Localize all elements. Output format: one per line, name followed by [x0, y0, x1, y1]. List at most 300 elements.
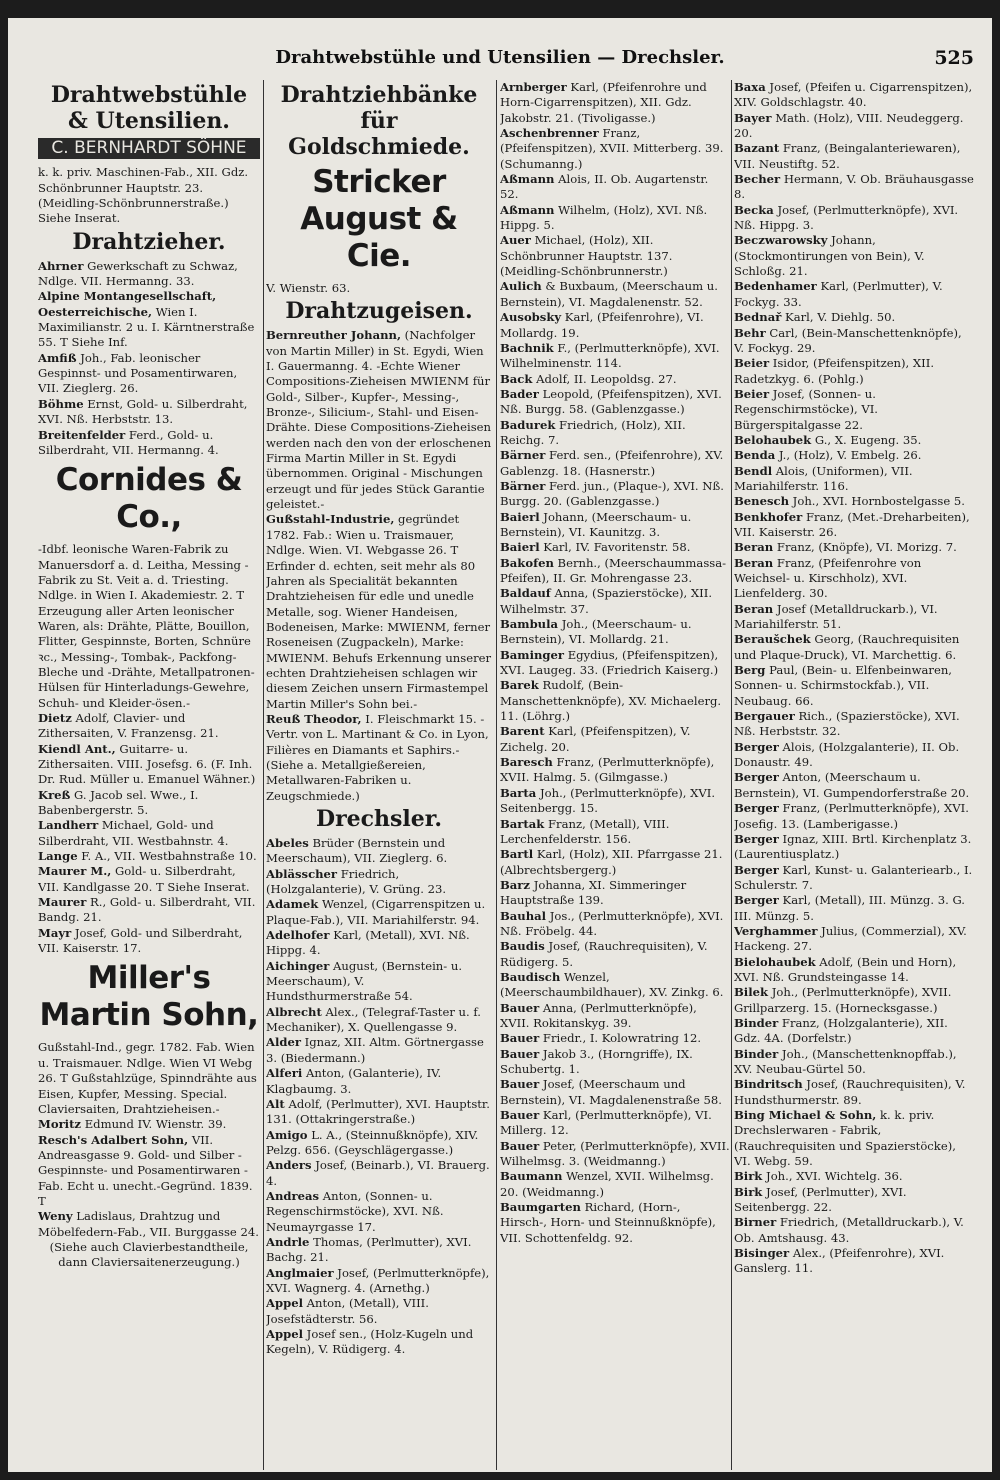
entry-name: Baumann [500, 1169, 563, 1184]
entry-details: Josef, (Rauchrequisiten), V. Rüdigerg. 5. [500, 939, 708, 969]
entry-name: Amfiß [38, 350, 77, 365]
directory-entry [266, 867, 492, 898]
entry-details: Joh., (Perlmutterknöpfe), XVI. Seitenbergg. 15. [500, 785, 716, 816]
entry-details: Egydius, (Pfeifenspitzen), XVI. Laugeg. 33. (Friedrich Kaiserg.) [500, 647, 719, 678]
entry-name: Bakofen [500, 555, 554, 570]
entry-name: Barz [500, 877, 531, 892]
entry-text: -Idbf. leonische Waren-Fabrik zu Manuersdorf a. d. Leitha, Messing - Fabrik zu St. Veit a. d. Triesting. Ndlge. in Wien I. Akademiestr. 2. T Erzeugung aller Arten leonischer Waren, als: Drähte, Plätte, Bouillon, Flitter, Gespinnste, Borten, Schnüre ꝛc., Messing-, Tombak-, Packfong-Bleche und -Drähte, Metallpatronen-Hülsen für Hinterladungs-Gewehre, Schuh- und Kleider-ösen.- [38, 542, 255, 710]
entry-name: Barek [500, 678, 539, 693]
entry-details: Josef, Gold- und Silberdraht, VII. Kaiserstr. 17. [38, 925, 243, 956]
entry-details: Friedr., I. Kolowratring 12. [539, 1031, 702, 1046]
directory-entry [734, 1169, 974, 1184]
entry-name: Becka [734, 202, 774, 217]
entry-details: Georg, (Rauchrequisiten und Plaque-Druck), VI. Marchettig. 6. [734, 632, 960, 662]
entry-name: Belohaubek [734, 432, 812, 447]
entry-details: Wenzel, (Cigarrenspitzen u. Plaque-Fab.), VII. Mariahilferstr. 94. [266, 897, 486, 927]
entry-details: Julius, (Commerzial), XV. Hackeng. 27. [734, 923, 967, 954]
directory-entry [734, 602, 974, 633]
entry-name: Reuß Theodor, [266, 711, 362, 726]
directory-entry [266, 836, 492, 867]
entry-name: Berger [734, 893, 779, 908]
directory-entry [266, 959, 492, 1005]
directory-entry [38, 428, 260, 459]
directory-entry [500, 786, 730, 817]
directory-entry [500, 479, 730, 510]
entry-details: k. k. priv. Drechslerwaren - Fabrik, (Rauchrequisiten und Spazierstöcke), VI. Webg. 59. [734, 1108, 956, 1169]
entry-name: Maurer [38, 895, 87, 910]
entry-name: Bauer [500, 1000, 540, 1015]
section-heading: Drahtzugeisen. [285, 298, 473, 325]
entry-name: Beran [734, 601, 774, 616]
directory-entry [500, 279, 730, 310]
directory-entry [38, 788, 260, 819]
entry-name: Alt [266, 1096, 285, 1111]
entry-name: Bendl [734, 463, 773, 478]
entry-details: Ferd., Gold- u. Silberdraht, VII. Hermanng. 4. [38, 427, 219, 457]
entry-details: R., Gold- u. Silberdraht, VII. Bandg. 21. [38, 895, 256, 925]
entry-name: Mayr [38, 925, 72, 940]
column-divider [263, 80, 264, 1470]
entry-details: Josef, (Perlmutterknöpfe), XVI. Wagnerg. 4. (Arnethg.) [266, 1265, 490, 1295]
entry-details: Josef sen., (Holz-Kugeln und Kegeln), V. Rüdigerg. 4. [266, 1327, 474, 1357]
directory-entry [734, 709, 974, 740]
entry-details: Peter, (Perlmutterknöpfe), XVII. Wilhelmsg. 3. (Weidmanng.) [500, 1138, 730, 1169]
entry-name: Benda [734, 448, 776, 463]
entry-details: Adolf, Clavier- und Zithersaiten, V. Franzensg. 21. [38, 710, 219, 741]
advertiser-banner: C. BERNHARDT SÖHNE [38, 138, 260, 159]
entry-name: Aschenbrenner [500, 126, 599, 141]
directory-entry [500, 1200, 730, 1246]
entry-details: Edmund IV. Wienstr. 39. [81, 1117, 227, 1132]
directory-entry [38, 397, 260, 428]
directory-entry [734, 279, 974, 310]
directory-entry [38, 926, 260, 957]
entry-name: Bärner [500, 448, 546, 463]
entry-details: Alois, (Uniformen), VII. Mariahilferstr. 116. [734, 463, 913, 493]
directory-entry [38, 1133, 260, 1210]
directory-entry [734, 510, 974, 541]
entry-details: Jos., (Perlmutterknöpfe), XVI. Nß. Fröbelg. 44. [500, 908, 724, 938]
entry-name: Alder [266, 1035, 301, 1050]
entry-details: Karl, V. Diehlg. 50. [781, 310, 896, 325]
directory-page [8, 18, 992, 1472]
directory-entry [38, 818, 260, 849]
entry-name: Badurek [500, 417, 556, 432]
entry-name: Baierl [500, 540, 540, 555]
directory-entry [266, 1005, 492, 1036]
entry-name: Becher [734, 172, 781, 187]
entry-details: Carl, (Bein-Manschettenknöpfe), V. Fockyg. 29. [734, 325, 962, 355]
entry-details: Ladislaus, Drahtzug und Möbelfedern-Fab., VII. Burggasse 24. [38, 1209, 259, 1239]
entry-details: Anton, (Metall), VIII. Josefstädterstr. 56. [266, 1296, 429, 1326]
directory-entry [734, 172, 974, 203]
directory-entry [266, 1066, 492, 1097]
entry-details: Rich., (Spazierstöcke), XVI. Nß. Herbststr. 32. [734, 709, 960, 739]
entry-details: Ignaz, XIII. Brtl. Kirchenplatz 3. (Laurentiusplatz.) [734, 831, 972, 862]
directory-entry [500, 648, 730, 679]
entry-details: Franz, (Perlmutterknöpfe), XVI. Josefig. 13. (Lamberigasse.) [734, 801, 969, 831]
directory-entry [266, 1097, 492, 1128]
directory-entry [734, 985, 974, 1016]
directory-entry [500, 203, 730, 234]
directory-entry [500, 310, 730, 341]
entry-details: Anna, (Spazierstöcke), XII. Wilhelmstr. 37. [500, 586, 713, 616]
entry-details: Josef, (Rauchrequisiten), V. Hundsthurmerstr. 89. [734, 1077, 966, 1107]
entry-name: Barta [500, 785, 537, 800]
directory-entry [734, 326, 974, 357]
entry-name: Bauer [500, 1077, 540, 1092]
entry-text: Gußstahl-Ind., gegr. 1782. Fab. Wien u. Traismauer. Ndlge. Wien VI Webg 26. T Gußstahlzüge, Spinndrähte aus Eisen, Kupfer, Messing. Special. Claviersaiten, Drahtzieheisen.- [38, 1040, 257, 1116]
directory-entry [500, 617, 730, 648]
directory-entry [266, 712, 492, 804]
entry-name: Alferi [266, 1066, 303, 1081]
entry-name: Bauer [500, 1046, 540, 1061]
directory-entry [266, 1296, 492, 1327]
directory-entry [734, 1246, 974, 1277]
entry-details: Ernst, Gold- u. Silberdraht, XVI. Nß. Herbststr. 13. [38, 396, 248, 427]
running-title: Drahtwebstühle und Utensilien — Drechsler. [275, 47, 725, 68]
directory-entry [500, 939, 730, 970]
entry-details: Johanna, XI. Simmeringer Hauptstraße 139. [500, 877, 687, 908]
directory-entry [266, 1266, 492, 1297]
entry-details: Ferd. sen., (Pfeifenrohre), XV. Gablenzg. 18. (Hasnerstr.) [500, 448, 724, 478]
directory-entry [734, 740, 974, 771]
directory-entry [500, 1077, 730, 1108]
entry-name: Albrecht [266, 1004, 322, 1019]
advertiser-name: Cornides & Co., [55, 462, 243, 536]
entry-details: & Buxbaum, (Meerschaum u. Bernstein), VI. Magdalenenstr. 52. [500, 279, 718, 309]
entry-text: V. Wienstr. 63. [266, 281, 351, 295]
section-heading: Drahtzieher. [72, 228, 226, 255]
entry-details: Adolf, (Perlmutter), XVI. Hauptstr. 131. (Ottakringerstraße.) [266, 1096, 490, 1127]
section-heading: Drechsler. [315, 806, 443, 832]
entry-name: Bedenhamer [734, 279, 817, 294]
directory-entry [734, 770, 974, 801]
entry-name: Bergauer [734, 709, 795, 724]
entry-name: Baudisch [500, 969, 561, 984]
entry-name: Bärner [500, 478, 546, 493]
entry-name: Beran [734, 540, 774, 555]
entry-name: Ablässcher [266, 866, 338, 881]
entry-name: Bilek [734, 985, 769, 1000]
entry-name: Aßmann [500, 202, 555, 217]
directory-entry [734, 955, 974, 986]
entry-name: Verghammer [734, 923, 818, 938]
directory-entry [266, 1235, 492, 1266]
entry-name: Beczwarowsky [734, 233, 828, 248]
entry-name: Bauhal [500, 908, 547, 923]
entry-details: Wilhelm, (Holz), XVI. Nß. Hippg. 5. [500, 202, 708, 233]
entry-name: Bader [500, 386, 539, 401]
entry-name: Kreß [38, 787, 71, 802]
entry-name: Berger [734, 739, 779, 754]
directory-entry [38, 1209, 260, 1240]
entry-details: Alois, (Holzgalanterie), II. Ob. Donaustr. 49. [734, 739, 960, 770]
entry-name: Baierl [500, 509, 540, 524]
directory-entry [500, 341, 730, 372]
entry-details: Johann, (Meerschaum- u. Bernstein), VI. Kaunitzg. 3. [500, 509, 692, 539]
entry-details: Josef, (Meerschaum und Bernstein), VI. Magdalenenstraße 58. [500, 1077, 722, 1107]
directory-entry [266, 512, 492, 711]
entry-details: Karl, (Perlmutterknöpfe), VI. Millerg. 12. [500, 1108, 712, 1138]
entry-name: Moritz [38, 1117, 82, 1132]
entry-details: Johann, (Stockmontirungen von Bein), V. Schloßg. 21. [734, 233, 925, 279]
entry-details: Paul, (Bein- u. Elfenbeinwaren, Sonnen- u. Schirmstockfab.), VII. Neubaug. 66. [734, 663, 952, 708]
entry-details: Franz, (Perlmutterknöpfe), XVII. Halmg. 5. (Gilmgasse.) [500, 755, 715, 785]
entry-name: Kiendl Ant., [38, 741, 116, 756]
directory-entry [38, 895, 260, 926]
section-heading: Drahtwebstühle & Utensilien. [50, 82, 248, 134]
entry-details: Josef, (Pfeifen u. Cigarrenspitzen), XIV. Goldschlagstr. 40. [734, 80, 973, 110]
entry-name: Berger [734, 801, 779, 816]
directory-entry [38, 351, 260, 397]
entry-name: Bayer [734, 110, 772, 125]
directory-entry [266, 1128, 492, 1159]
directory-entry [734, 111, 974, 142]
entry-details: G. Jacob sel. Wwe., I. Babenbergerstr. 5. [38, 787, 199, 818]
directory-entry [734, 494, 974, 509]
directory-entry [266, 1158, 492, 1189]
entry-name: Bielohaubek [734, 954, 816, 969]
entry-details: Karl, (Metall), XVI. Nß. Hippg. 4. [266, 928, 470, 958]
directory-entry [500, 586, 730, 617]
directory-entry [500, 1169, 730, 1200]
cross-reference-note: (Siehe auch Clavierbestandtheile, dann Claviersaitenerzeugung.) [49, 1239, 249, 1270]
entry-name: Berger [734, 770, 779, 785]
directory-entry [734, 863, 974, 894]
entry-name: Berger [734, 862, 779, 877]
directory-entry [734, 1215, 974, 1246]
entry-name: Aichinger [266, 958, 330, 973]
entry-details: Karl, (Perlmutter), V. Fockyg. 33. [734, 279, 943, 309]
entry-details: Thomas, (Perlmutter), XVI. Bachg. 21. [266, 1234, 472, 1265]
directory-entry [734, 203, 974, 234]
entry-name: Binder [734, 1015, 779, 1030]
entry-details: Anton, (Galanterie), IV. Klagbaumg. 3. [266, 1066, 442, 1096]
directory-entry [38, 259, 260, 290]
entry-details: Joh., (Meerschaum- u. Bernstein), VI. Mollardg. 21. [500, 617, 692, 647]
directory-entry [734, 80, 974, 111]
entry-details: August, (Bernstein- u. Meerschaum), V. Hundsthurmerstraße 54. [266, 958, 463, 1004]
directory-entry [500, 126, 730, 172]
entry-details: Karl, (Pfeifenspitzen), V. Zichelg. 20. [500, 724, 691, 754]
entry-name: Aulich [500, 279, 542, 294]
entry-details: (Nachfolger von Martin Miller) in St. Egydi, Wien I. Gauermanng. 4. -Echte Wiener Compositions-Zieheisen MWIENM für Gold-, Silber-, Kupfer-, Messing-, Bronze-, Silicium-, Stahl- und Eisen-Drähte. Diese Compositions-Zieheisen werden nach den von der erloschenen Firma Martin Miller in St. Egydi übernommen. Original - Mischungen erzeugt und für jedes Stück Garantie geleistet.- [266, 328, 492, 512]
directory-entry [38, 864, 260, 895]
entry-name: Lange [38, 849, 78, 864]
entry-details: Adolf, II. Leopoldsg. 27. [532, 371, 677, 386]
directory-entry [500, 1047, 730, 1078]
page-header [8, 43, 992, 77]
entry-details: Friedrich, (Holzgalanterie), V. Grüng. 23. [266, 866, 447, 897]
entry-name: Anglmaier [266, 1265, 334, 1280]
directory-entry [500, 1001, 730, 1032]
entry-name: Beier [734, 386, 770, 401]
entry-details: Anna, (Perlmutterknöpfe), XVII. Rokitanskyg. 39. [500, 1000, 697, 1030]
entry-name: Appel [266, 1296, 303, 1311]
entry-name: Bazant [734, 141, 780, 156]
entry-details: Alex., (Telegraf-Taster u. f. Mechaniker), X. Quellengasse 9. [266, 1004, 481, 1035]
directory-entry [734, 1077, 974, 1108]
entry-details: F. A., VII. Westbahnstraße 10. [77, 849, 257, 864]
entry-details: G., X. Eugeng. 35. [811, 432, 922, 447]
column-divider [496, 80, 497, 1470]
entry-details: Richard, (Horn-, Hirsch-, Horn- und Steinnußknöpfe), VII. Schottenfeldg. 92. [500, 1200, 716, 1245]
entry-details: Josef, (Perlmutterknöpfe), XVI. Nß. Hippg. 3. [734, 202, 959, 233]
entry-details: Josef, (Beinarb.), VI. Brauerg. 4. [266, 1158, 490, 1188]
entry-name: Adamek [266, 897, 319, 912]
entry-details: Anton, (Sonnen- u. Regenschirmstöcke), XVI. Nß. Neumayrgasse 17. [266, 1188, 444, 1234]
entry-name: Bauer [500, 1108, 540, 1123]
directory-entry [500, 448, 730, 479]
entry-name: Barent [500, 724, 545, 739]
directory-entry [734, 924, 974, 955]
entry-details: Ferd. jun., (Plaque-), XVI. Nß. Burgg. 20. (Gablenzgasse.) [500, 478, 724, 509]
directory-entry [734, 1047, 974, 1078]
entry-name: Amigo [266, 1127, 308, 1142]
entry-name: Birk [734, 1169, 763, 1184]
entry-details: J., (Holz), V. Embelg. 26. [775, 448, 922, 463]
entry-name: Andreas [266, 1188, 320, 1203]
directory-entry [734, 433, 974, 448]
entry-details: Franz, (Beingalanteriewaren), VII. Neustiftg. 52. [734, 141, 961, 171]
entry-name: Anders [266, 1158, 312, 1173]
entry-name: Beran [734, 555, 774, 570]
directory-entry [734, 310, 974, 325]
directory-entry [266, 897, 492, 928]
entry-details: Josef, (Perlmutter), XVI. Seitenbergg. 22. [734, 1184, 907, 1215]
directory-entry [500, 387, 730, 418]
directory-entry [38, 742, 260, 788]
directory-entry [500, 909, 730, 940]
advertiser-name: Stricker August & Cie. [300, 164, 458, 274]
directory-entry [500, 878, 730, 909]
entry-name: Bernreuther Johann, [266, 328, 401, 343]
entry-name: Baldauf [500, 586, 551, 601]
entry-details: Ignaz, XII. Altm. Görtnergasse 3. (Biedermann.) [266, 1035, 484, 1065]
entry-name: Bauer [500, 1031, 540, 1046]
entry-name: Back [500, 371, 533, 386]
entry-details: Gewerkschaft zu Schwaz, Ndlge. VII. Hermanng. 33. [38, 258, 238, 289]
directory-entry [266, 928, 492, 959]
directory-entry [500, 556, 730, 587]
entry-details: Karl, (Holz), XII. Pfarrgasse 21. (Albrechtsbergerg.) [500, 847, 723, 877]
entry-name: Breitenfelder [38, 427, 126, 442]
entry-details: Joh., (Manschettenknopffab.), XV. Neubau-Gürtel 50. [734, 1046, 957, 1076]
directory-entry [734, 356, 974, 387]
directory-entry [500, 540, 730, 555]
entry-details: Karl, (Metall), III. Münzg. 3. G. III. Münzg. 5. [734, 893, 965, 923]
entry-details: Isidor, (Pfeifenspitzen), XII. Radetzkyg. 6. (Pohlg.) [734, 356, 935, 386]
entry-name: Baumgarten [500, 1200, 581, 1215]
directory-entry [500, 1031, 730, 1046]
entry-details: Hermann, V. Ob. Bräuhausgasse 8. [734, 172, 974, 202]
entry-details: Math. (Holz), VIII. Neudeggerg. 20. [734, 110, 964, 141]
directory-entry [38, 711, 260, 742]
directory-entry [500, 755, 730, 786]
entry-details: Michael, (Holz), XII. Schönbrunner Hauptstr. 137. (Meidling-Schönbrunnerstr.) [500, 233, 673, 279]
column-2 [266, 80, 492, 1470]
directory-entry [266, 1327, 492, 1358]
entry-details: Leopold, (Pfeifenspitzen), XVI. Nß. Burgg. 58. (Gablenzgasse.) [500, 386, 722, 417]
directory-entry [734, 632, 974, 663]
entry-text: k. k. priv. Maschinen-Fab., XII. Gdz. Schönbrunner Hauptstr. 23. (Meidling-Schönbrunnerstraße.) Siehe Inserat. [38, 165, 249, 226]
entry-name: Maurer M., [38, 864, 112, 879]
entry-name: Beraušchek [734, 632, 811, 647]
entry-name: Abeles [266, 836, 309, 850]
directory-entry [734, 1016, 974, 1047]
entry-details: Michael, Gold- und Silberdraht, VII. Westbahnstr. 4. [38, 818, 229, 848]
directory-entry [734, 832, 974, 863]
entry-name: Dietz [38, 710, 72, 725]
entry-name: Landherr [38, 818, 99, 833]
directory-entry [734, 233, 974, 279]
column-3 [500, 80, 730, 1470]
entry-details: Anton, (Meerschaum u. Bernstein), VI. Gumpendorferstraße 20. [734, 770, 970, 800]
directory-entry [500, 970, 730, 1001]
entry-name: Berg [734, 663, 766, 678]
entry-details: Wenzel, XVII. Wilhelmsg. 20. (Weidmanng.) [500, 1169, 714, 1199]
directory-entry [266, 1035, 492, 1066]
entry-name: Ausobsky [500, 310, 562, 325]
entry-name: Benesch [734, 494, 789, 509]
entry-details: Gold- u. Silberdraht, VII. Kandlgasse 20. T Siehe Inserat. [38, 864, 250, 894]
directory-entry [500, 724, 730, 755]
directory-entry [38, 1117, 260, 1132]
entry-details: Bernh., (Meerschaummassa-Pfeifen), II. Gr. Mohrengasse 23. [500, 555, 727, 585]
entry-name: Baudis [500, 939, 545, 954]
directory-entry [734, 141, 974, 172]
entry-details: L. A., (Steinnußknöpfe), XIV. Pelzg. 656. (Geyschlägergasse.) [266, 1127, 479, 1157]
page-number: 525 [934, 47, 974, 69]
entry-details: Franz, (Met.-Dreharbeiten), VII. Kaiserstr. 26. [734, 509, 970, 539]
entry-name: Baxa [734, 80, 766, 94]
entry-name: Bartak [500, 816, 545, 831]
entry-details: Friedrich, (Metalldruckarb.), V. Ob. Amtshausg. 43. [734, 1215, 964, 1245]
entry-name: Andrle [266, 1234, 310, 1249]
column-divider [731, 80, 732, 1470]
entry-name: Bartl [500, 847, 534, 862]
entry-name: Baresch [500, 755, 553, 770]
directory-entry [500, 678, 730, 724]
entry-details: Wien I. Maximilianstr. 2 u. I. Kärntnerstraße 55. T Siehe Inf. [38, 304, 255, 350]
entry-details: Wenzel, (Meerschaumbildhauer), XV. Zinkg. 6. [500, 969, 724, 1000]
entry-details: Josef, (Sonnen- u. Regenschirmstöcke), VI. Bürgerspitalgasse 22. [734, 386, 878, 432]
entry-name: Alpine Montangesellschaft, Oesterreichische, [38, 289, 217, 319]
entry-details: Franz, (Metall), VIII. Lerchenfelderstr. 156. [500, 816, 670, 846]
entry-details: Brüder (Bernstein und Meerschaum), VII. Zieglerg. 6. [266, 836, 448, 866]
entry-details: Karl, IV. Favoritenstr. 58. [539, 540, 691, 555]
entry-name: Bambula [500, 617, 559, 632]
directory-entry [734, 464, 974, 495]
directory-entry [500, 847, 730, 878]
entry-details: gegründet 1782. Fab.: Wien u. Traismauer, Ndlge. Wien. VI. Webgasse 26. T Erfinder d. echten, seit mehr als 80 Jahren als Specialität bekannten Drahtzieheisen für edle und unedle Metalle, sog. Wiener Handeisen, Bodeneisen, Marke: MWIENM, ferner Roseneisen (Zugpackeln), Marke: MWIENM. Behufs Erkennung unserer echten Drahtzieheisen schlagen wir diesem Zeichen unsern Firmastempel Martin Miller's Sohn bei.- [266, 512, 492, 711]
entry-name: Beier [734, 356, 770, 371]
directory-entry [500, 172, 730, 203]
directory-entry [734, 387, 974, 433]
advertiser-name: Miller's Martin Sohn, [39, 960, 259, 1034]
entry-details: Guitarre- u. Zithersaiten. VIII. Josefsg. 6. (F. Inh. Dr. Rud. Müller u. Emanuel Wähner.) [38, 741, 256, 787]
column-1 [38, 80, 260, 1470]
entry-details: Alois, II. Ob. Augartenstr. 52. [500, 172, 709, 202]
entry-name: Bisinger [734, 1246, 790, 1261]
entry-name: Appel [266, 1327, 303, 1341]
entry-details: Joh., Fab. leonischer Gespinnst- und Posamentirwaren, VII. Zieglerg. 26. [38, 350, 238, 396]
entry-details: F., (Perlmutterknöpfe), XVI. Wilhelminenstr. 114. [500, 340, 720, 371]
entry-details: Franz, (Pfeifenspitzen), XVII. Mitterberg. 39. (Schumanng.) [500, 126, 724, 171]
directory-entry [734, 1108, 974, 1169]
entry-details: Karl, Kunst- u. Galanteriearb., I. Schulerstr. 7. [734, 862, 973, 892]
